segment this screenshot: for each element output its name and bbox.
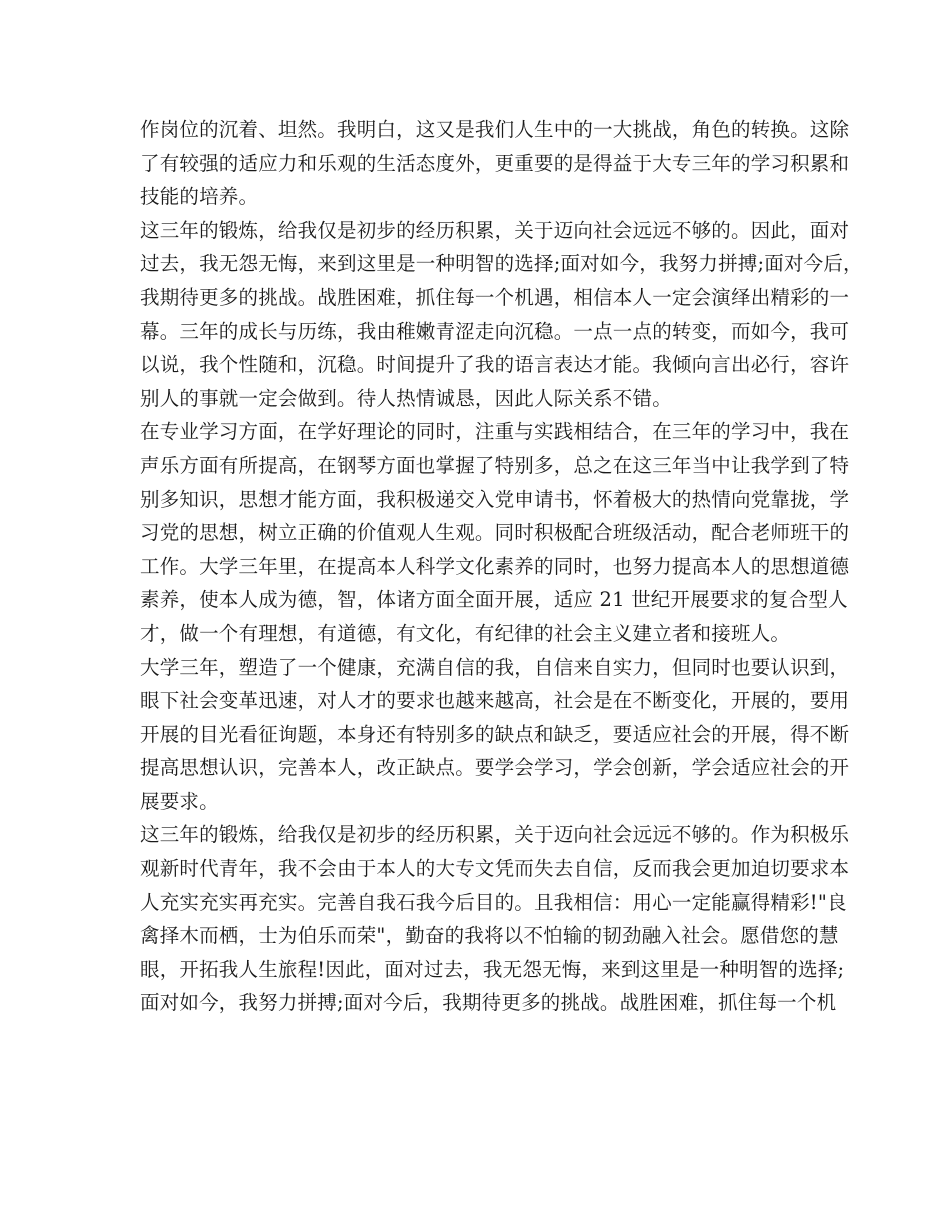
text-line: 开展的目光看征询题，本身还有特别多的缺点和缺乏，要适应社会的开展，得不断 bbox=[140, 722, 850, 746]
text-line: 眼下社会变革迅速，对人才的要求也越来越高，社会是在不断变化，开展的，要用 bbox=[140, 689, 850, 713]
text-line: 禽择木而栖，士为伯乐而荣"，勤奋的我将以不怕输的韧劲融入社会。愿借您的慧 bbox=[140, 924, 839, 948]
text-line: 在专业学习方面，在学好理论的同时，注重与实践相结合，在三年的学习中，我在 bbox=[140, 420, 850, 444]
text-line: 这三年的锻炼，给我仅是初步的经历积累，关于迈向社会远远不够的。因此，面对 bbox=[140, 218, 850, 242]
text-line: 别多知识，思想才能方面，我积极递交入党申请书，怀着极大的热情向党靠拢，学 bbox=[140, 487, 850, 511]
text-line: 大学三年，塑造了一个健康，充满自信的我，自信来自实力，但同时也要认识到， bbox=[140, 655, 850, 679]
text-line: 才，做一个有理想，有道德，有文化，有纪律的社会主义建立者和接班人。 bbox=[140, 621, 791, 645]
document-body bbox=[140, 113, 863, 1020]
text-line: 别人的事就一定会做到。待人热情诚恳，因此人际关系不错。 bbox=[140, 386, 672, 410]
text-line: 过去，我无怨无悔，来到这里是一种明智的选择;面对如今，我努力拼搏;面对今后， bbox=[140, 252, 863, 276]
text-line: 幕。三年的成长与历练，我由稚嫩青涩走向沉稳。一点一点的转变，而如今，我可 bbox=[140, 319, 850, 343]
text-line: 眼，开拓我人生旅程!因此，面对过去，我无怨无悔，来到这里是一种明智的选择; bbox=[140, 957, 845, 981]
text-line: 习党的思想，树立正确的价值观人生观。同时积极配合班级活动，配合老师班干的 bbox=[140, 521, 850, 545]
text-line: 以说，我个性随和，沉稳。时间提升了我的语言表达才能。我倾向言出必行，容许 bbox=[140, 353, 850, 377]
text-line: 技能的培养。 bbox=[140, 185, 259, 209]
text-line: 我期待更多的挑战。战胜困难，抓住每一个机遇，相信本人一定会演绎出精彩的一 bbox=[140, 285, 850, 309]
text-line: 人充实充实再充实。完善自我石我今后目的。且我相信：用心一定能赢得精彩!"良 bbox=[140, 890, 847, 914]
text-line: 展要求。 bbox=[140, 789, 219, 813]
text-line: 提高思想认识，完善本人，改正缺点。要学会学习，学会创新，学会适应社会的开 bbox=[140, 756, 850, 780]
text-line: 素养，使本人成为德，智，体诸方面全面开展，适应 21 世纪开展要求的复合型人 bbox=[140, 588, 848, 612]
text-line: 观新时代青年，我不会由于本人的大专文凭而失去自信，反而我会更加迫切要求本 bbox=[140, 857, 850, 881]
text-line: 作岗位的沉着、坦然。我明白，这又是我们人生中的一大挑战，角色的转换。这除 bbox=[140, 118, 850, 141]
text-line: 这三年的锻炼，给我仅是初步的经历积累，关于迈向社会远远不够的。作为积极乐 bbox=[140, 823, 850, 847]
text-line: 工作。大学三年里，在提高本人科学文化素养的同时，也努力提高本人的思想道德 bbox=[140, 554, 850, 578]
text-line: 了有较强的适应力和乐观的生活态度外，更重要的是得益于大专三年的学习积累和 bbox=[140, 151, 850, 175]
text-line: 声乐方面有所提高，在钢琴方面也掌握了特别多，总之在这三年当中让我学到了特 bbox=[140, 453, 850, 477]
text-line: 面对如今，我努力拼搏;面对今后，我期待更多的挑战。战胜困难，抓住每一个机 bbox=[140, 991, 837, 1015]
